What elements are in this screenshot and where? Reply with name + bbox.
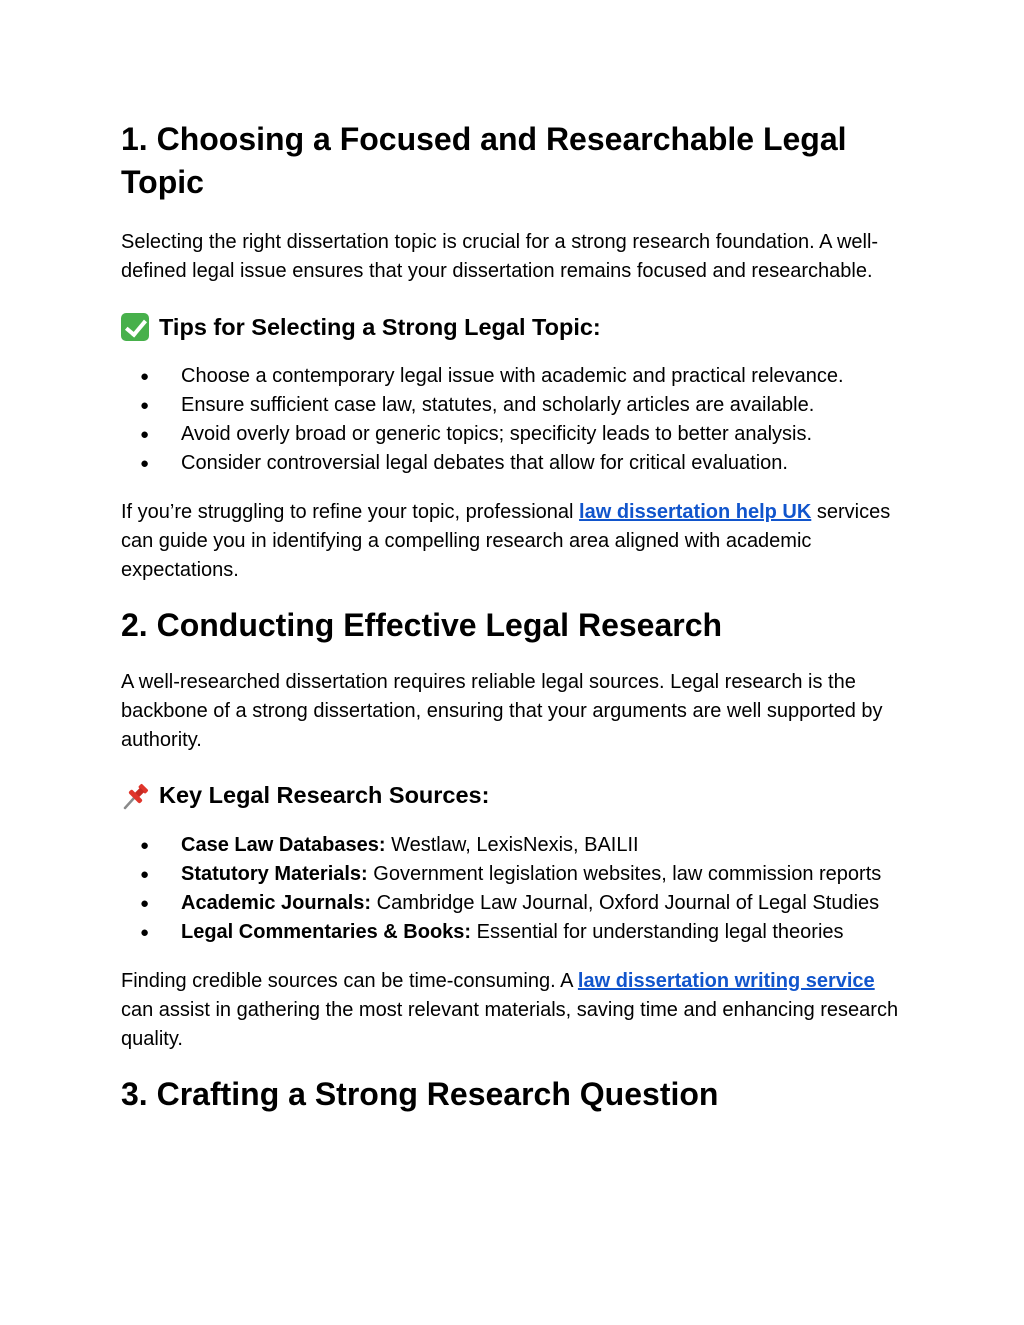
- tips-list: [121, 362, 911, 478]
- section-3-heading: 3. Crafting a Strong Research Question: [121, 1076, 719, 1112]
- sources-heading: [121, 780, 911, 810]
- bullet-icon: ●: [140, 368, 150, 385]
- bullet-icon: ●: [140, 924, 150, 941]
- bullet-icon: ●: [140, 455, 150, 472]
- bullet-icon: ●: [140, 895, 150, 912]
- tips-heading-text: Tips for Selecting a Strong Legal Topic:: [159, 314, 601, 340]
- law-dissertation-help-link[interactable]: law dissertation help UK: [579, 501, 812, 523]
- document-page: [121, 118, 911, 1116]
- sources-list: [121, 831, 911, 947]
- bullet-icon: ●: [140, 426, 150, 443]
- list-item: ● Statutory Materials: Government legislation websites, law commission reports: [121, 860, 911, 889]
- section-2-intro: A well-researched dissertation requires reliable legal sources. Legal research is the backbone of a strong dissertation, ensuring that your arguments are well supported by authority.: [121, 671, 883, 751]
- section-1-heading: 1. Choosing a Focused and Researchable Legal Topic: [121, 121, 847, 200]
- list-item: ● Ensure sufficient case law, statutes, and scholarly articles are available.: [121, 391, 911, 420]
- bullet-icon: ●: [140, 866, 150, 883]
- list-item: ● Academic Journals: Cambridge Law Journal, Oxford Journal of Legal Studies: [121, 889, 911, 918]
- tips-heading: [121, 312, 911, 342]
- pushpin-icon: [121, 781, 151, 809]
- section-1-outro: If you’re struggling to refine your topic, professional law dissertation help UK services can guide you in identifying a compelling research area aligned with academic expectations.: [121, 501, 891, 581]
- bullet-icon: ●: [140, 837, 150, 854]
- section-2-outro: Finding credible sources can be time-consuming. A law dissertation writing service can assist in gathering the most relevant materials, saving time and enhancing research quality.: [121, 970, 899, 1050]
- list-item: ● Legal Commentaries & Books: Essential for understanding legal theories: [121, 918, 911, 947]
- section-1-intro: Selecting the right dissertation topic is crucial for a strong research foundation. A well-defined legal issue ensures that your dissertation remains focused and researchable.: [121, 231, 879, 282]
- list-item: ● Choose a contemporary legal issue with academic and practical relevance.: [121, 362, 911, 391]
- list-item: ● Avoid overly broad or generic topics; specificity leads to better analysis.: [121, 420, 911, 449]
- check-mark-icon: [121, 313, 151, 341]
- list-item: ● Case Law Databases: Westlaw, LexisNexis, BAILII: [121, 831, 911, 860]
- sources-heading-text: Key Legal Research Sources:: [159, 782, 490, 808]
- bullet-icon: ●: [140, 397, 150, 414]
- list-item: ● Consider controversial legal debates that allow for critical evaluation.: [121, 449, 911, 478]
- law-dissertation-writing-service-link[interactable]: law dissertation writing service: [577, 970, 875, 992]
- section-2-heading: 2. Conducting Effective Legal Research: [121, 607, 723, 643]
